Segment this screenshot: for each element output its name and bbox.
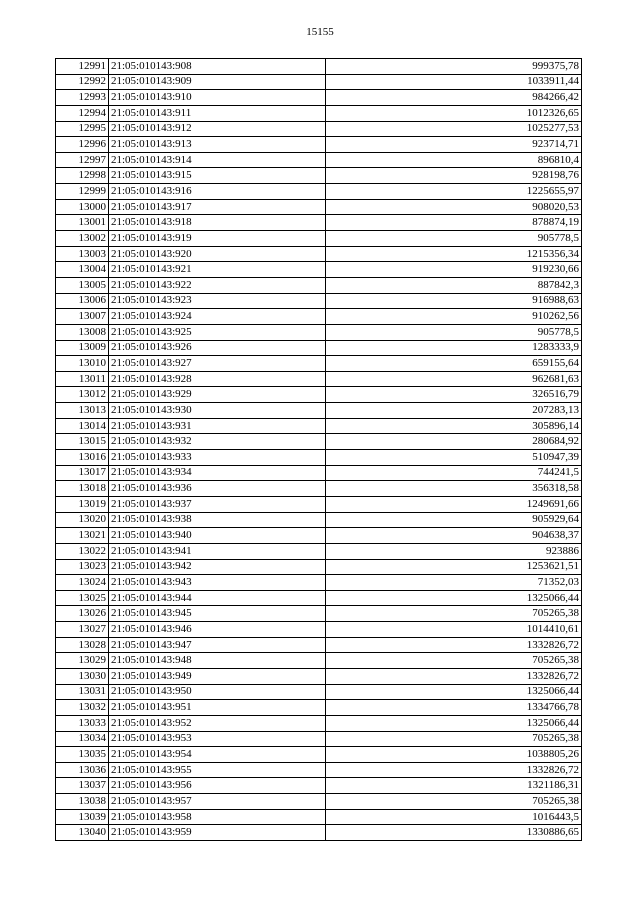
row-number-cell: 13039 [56, 809, 109, 825]
cadastral-number-cell: 21:05:010143:941 [109, 543, 326, 559]
row-number-cell: 13033 [56, 715, 109, 731]
cadastral-number-cell: 21:05:010143:958 [109, 809, 326, 825]
cadastral-value-cell: 916988,63 [326, 293, 582, 309]
table-row [56, 606, 582, 622]
table-row [56, 809, 582, 825]
row-number-cell: 13035 [56, 747, 109, 763]
cadastral-number-cell: 21:05:010143:955 [109, 762, 326, 778]
table-row [56, 653, 582, 669]
cadastral-number-cell: 21:05:010143:922 [109, 277, 326, 293]
row-number-cell: 13004 [56, 262, 109, 278]
cadastral-number-cell: 21:05:010143:951 [109, 700, 326, 716]
cadastral-number-cell: 21:05:010143:956 [109, 778, 326, 794]
table-body [56, 59, 582, 841]
cadastral-value-cell: 999375,78 [326, 59, 582, 75]
cadastral-number-cell: 21:05:010143:946 [109, 622, 326, 638]
cadastral-value-cell: 1225655,97 [326, 184, 582, 200]
row-number-cell: 13032 [56, 700, 109, 716]
row-number-cell: 12999 [56, 184, 109, 200]
cadastral-value-cell: 1038805,26 [326, 747, 582, 763]
row-number-cell: 13023 [56, 559, 109, 575]
cadastral-value-cell: 1253621,51 [326, 559, 582, 575]
cadastral-number-cell: 21:05:010143:918 [109, 215, 326, 231]
table-row [56, 496, 582, 512]
table-row [56, 434, 582, 450]
cadastral-number-cell: 21:05:010143:959 [109, 825, 326, 841]
row-number-cell: 12996 [56, 137, 109, 153]
cadastral-value-cell: 1012326,65 [326, 105, 582, 121]
cadastral-value-cell: 1330886,65 [326, 825, 582, 841]
row-number-cell: 13026 [56, 606, 109, 622]
table-row [56, 215, 582, 231]
cadastral-number-cell: 21:05:010143:948 [109, 653, 326, 669]
row-number-cell: 12997 [56, 152, 109, 168]
row-number-cell: 12995 [56, 121, 109, 137]
cadastral-value-cell: 305896,14 [326, 418, 582, 434]
row-number-cell: 13013 [56, 403, 109, 419]
cadastral-value-cell: 744241,5 [326, 465, 582, 481]
row-number-cell: 13022 [56, 543, 109, 559]
cadastral-number-cell: 21:05:010143:926 [109, 340, 326, 356]
cadastral-number-cell: 21:05:010143:913 [109, 137, 326, 153]
cadastral-value-cell: 1249691,66 [326, 496, 582, 512]
table-row [56, 277, 582, 293]
row-number-cell: 13040 [56, 825, 109, 841]
cadastral-value-cell: 878874,19 [326, 215, 582, 231]
cadastral-number-cell: 21:05:010143:933 [109, 450, 326, 466]
cadastral-value-cell: 905778,5 [326, 231, 582, 247]
cadastral-value-cell: 923714,71 [326, 137, 582, 153]
row-number-cell: 13034 [56, 731, 109, 747]
cadastral-number-cell: 21:05:010143:934 [109, 465, 326, 481]
cadastral-value-cell: 908020,53 [326, 199, 582, 215]
table-row [56, 262, 582, 278]
table-row [56, 700, 582, 716]
cadastral-value-cell: 510947,39 [326, 450, 582, 466]
row-number-cell: 13020 [56, 512, 109, 528]
table-row [56, 387, 582, 403]
table-row [56, 465, 582, 481]
cadastral-value-cell: 1332826,72 [326, 637, 582, 653]
cadastral-number-cell: 21:05:010143:923 [109, 293, 326, 309]
table-row [56, 528, 582, 544]
row-number-cell: 12993 [56, 90, 109, 106]
table-row [56, 543, 582, 559]
row-number-cell: 13031 [56, 684, 109, 700]
table-row [56, 747, 582, 763]
cadastral-number-cell: 21:05:010143:925 [109, 324, 326, 340]
cadastral-number-cell: 21:05:010143:911 [109, 105, 326, 121]
table-row [56, 825, 582, 841]
table-row [56, 450, 582, 466]
table-row [56, 668, 582, 684]
row-number-cell: 13029 [56, 653, 109, 669]
table-row [56, 403, 582, 419]
row-number-cell: 13037 [56, 778, 109, 794]
table-row [56, 309, 582, 325]
row-number-cell: 13038 [56, 794, 109, 810]
cadastral-value-cell: 1332826,72 [326, 668, 582, 684]
row-number-cell: 13003 [56, 246, 109, 262]
cadastral-number-cell: 21:05:010143:908 [109, 59, 326, 75]
row-number-cell: 13002 [56, 231, 109, 247]
row-number-cell: 12994 [56, 105, 109, 121]
table-row [56, 324, 582, 340]
table-row [56, 152, 582, 168]
table-row [56, 184, 582, 200]
cadastral-value-cell: 207283,13 [326, 403, 582, 419]
row-number-cell: 13024 [56, 575, 109, 591]
row-number-cell: 13036 [56, 762, 109, 778]
cadastral-number-cell: 21:05:010143:954 [109, 747, 326, 763]
table-row [56, 74, 582, 90]
cadastral-value-cell: 919230,66 [326, 262, 582, 278]
table-row [56, 121, 582, 137]
table-row [56, 90, 582, 106]
table-row [56, 356, 582, 372]
cadastral-value-cell: 1332826,72 [326, 762, 582, 778]
cadastral-number-cell: 21:05:010143:947 [109, 637, 326, 653]
row-number-cell: 13009 [56, 340, 109, 356]
table-row [56, 637, 582, 653]
cadastral-number-cell: 21:05:010143:949 [109, 668, 326, 684]
cadastral-number-cell: 21:05:010143:932 [109, 434, 326, 450]
row-number-cell: 13018 [56, 481, 109, 497]
cadastral-value-cell: 705265,38 [326, 606, 582, 622]
cadastral-value-cell: 905929,64 [326, 512, 582, 528]
cadastral-value-cell: 962681,63 [326, 371, 582, 387]
table-row [56, 794, 582, 810]
row-number-cell: 13005 [56, 277, 109, 293]
table-row [56, 512, 582, 528]
cadastral-value-cell: 1025277,53 [326, 121, 582, 137]
cadastral-value-cell: 1016443,5 [326, 809, 582, 825]
cadastral-number-cell: 21:05:010143:952 [109, 715, 326, 731]
cadastral-number-cell: 21:05:010143:930 [109, 403, 326, 419]
cadastral-value-cell: 928198,76 [326, 168, 582, 184]
row-number-cell: 12991 [56, 59, 109, 75]
cadastral-value-cell: 905778,5 [326, 324, 582, 340]
cadastral-number-cell: 21:05:010143:912 [109, 121, 326, 137]
cadastral-number-cell: 21:05:010143:931 [109, 418, 326, 434]
row-number-cell: 13028 [56, 637, 109, 653]
cadastral-value-cell: 705265,38 [326, 653, 582, 669]
cadastral-value-cell: 705265,38 [326, 731, 582, 747]
table-row [56, 199, 582, 215]
cadastral-number-cell: 21:05:010143:936 [109, 481, 326, 497]
cadastral-value-cell: 659155,64 [326, 356, 582, 372]
cadastral-value-cell: 356318,58 [326, 481, 582, 497]
cadastral-value-cell: 1334766,78 [326, 700, 582, 716]
cadastral-number-cell: 21:05:010143:916 [109, 184, 326, 200]
table-row [56, 105, 582, 121]
table-row [56, 590, 582, 606]
cadastral-value-cell: 910262,56 [326, 309, 582, 325]
table-row [56, 684, 582, 700]
row-number-cell: 13012 [56, 387, 109, 403]
cadastral-number-cell: 21:05:010143:950 [109, 684, 326, 700]
cadastral-value-cell: 984266,42 [326, 90, 582, 106]
cadastral-value-cell: 1215356,34 [326, 246, 582, 262]
cadastral-value-cell: 1283333,9 [326, 340, 582, 356]
cadastral-value-cell: 904638,37 [326, 528, 582, 544]
cadastral-value-cell: 705265,38 [326, 794, 582, 810]
cadastral-value-cell: 887842,3 [326, 277, 582, 293]
cadastral-value-cell: 1325066,44 [326, 590, 582, 606]
table-row [56, 168, 582, 184]
row-number-cell: 13030 [56, 668, 109, 684]
cadastral-number-cell: 21:05:010143:943 [109, 575, 326, 591]
row-number-cell: 13015 [56, 434, 109, 450]
row-number-cell: 13025 [56, 590, 109, 606]
cadastral-number-cell: 21:05:010143:942 [109, 559, 326, 575]
table-row [56, 137, 582, 153]
table-row [56, 418, 582, 434]
cadastral-value-cell: 1321186,31 [326, 778, 582, 794]
cadastral-number-cell: 21:05:010143:929 [109, 387, 326, 403]
cadastral-number-cell: 21:05:010143:920 [109, 246, 326, 262]
table-row [56, 371, 582, 387]
cadastral-number-cell: 21:05:010143:910 [109, 90, 326, 106]
table-row [56, 575, 582, 591]
cadastral-value-cell: 326516,79 [326, 387, 582, 403]
cadastral-value-cell: 71352,03 [326, 575, 582, 591]
row-number-cell: 13010 [56, 356, 109, 372]
cadastral-number-cell: 21:05:010143:928 [109, 371, 326, 387]
table-row [56, 293, 582, 309]
cadastral-number-cell: 21:05:010143:914 [109, 152, 326, 168]
cadastral-number-cell: 21:05:010143:917 [109, 199, 326, 215]
cadastral-value-cell: 1325066,44 [326, 684, 582, 700]
row-number-cell: 13006 [56, 293, 109, 309]
cadastral-number-cell: 21:05:010143:938 [109, 512, 326, 528]
cadastral-number-cell: 21:05:010143:915 [109, 168, 326, 184]
cadastral-value-cell: 1325066,44 [326, 715, 582, 731]
cadastral-number-cell: 21:05:010143:909 [109, 74, 326, 90]
row-number-cell: 13016 [56, 450, 109, 466]
page-number: 15155 [306, 26, 334, 38]
table-row [56, 762, 582, 778]
cadastral-number-cell: 21:05:010143:921 [109, 262, 326, 278]
row-number-cell: 13008 [56, 324, 109, 340]
cadastral-number-cell: 21:05:010143:927 [109, 356, 326, 372]
row-number-cell: 12998 [56, 168, 109, 184]
table-row [56, 246, 582, 262]
cadastral-number-cell: 21:05:010143:940 [109, 528, 326, 544]
row-number-cell: 13014 [56, 418, 109, 434]
cadastral-value-cell: 1033911,44 [326, 74, 582, 90]
cadastral-number-cell: 21:05:010143:919 [109, 231, 326, 247]
row-number-cell: 13011 [56, 371, 109, 387]
cadastral-number-cell: 21:05:010143:924 [109, 309, 326, 325]
table-row [56, 778, 582, 794]
cadastral-value-table [55, 58, 582, 841]
row-number-cell: 13000 [56, 199, 109, 215]
cadastral-number-cell: 21:05:010143:945 [109, 606, 326, 622]
table-row [56, 481, 582, 497]
cadastral-number-cell: 21:05:010143:953 [109, 731, 326, 747]
cadastral-value-cell: 896810,4 [326, 152, 582, 168]
row-number-cell: 12992 [56, 74, 109, 90]
cadastral-value-cell: 280684,92 [326, 434, 582, 450]
table-row [56, 340, 582, 356]
cadastral-number-cell: 21:05:010143:957 [109, 794, 326, 810]
cadastral-value-cell: 1014410,61 [326, 622, 582, 638]
table-row [56, 622, 582, 638]
table-row [56, 59, 582, 75]
row-number-cell: 13027 [56, 622, 109, 638]
cadastral-number-cell: 21:05:010143:937 [109, 496, 326, 512]
table-row [56, 231, 582, 247]
table-row [56, 559, 582, 575]
row-number-cell: 13001 [56, 215, 109, 231]
row-number-cell: 13019 [56, 496, 109, 512]
cadastral-number-cell: 21:05:010143:944 [109, 590, 326, 606]
cadastral-value-cell: 923886 [326, 543, 582, 559]
table-row [56, 731, 582, 747]
row-number-cell: 13017 [56, 465, 109, 481]
row-number-cell: 13007 [56, 309, 109, 325]
table-row [56, 715, 582, 731]
row-number-cell: 13021 [56, 528, 109, 544]
